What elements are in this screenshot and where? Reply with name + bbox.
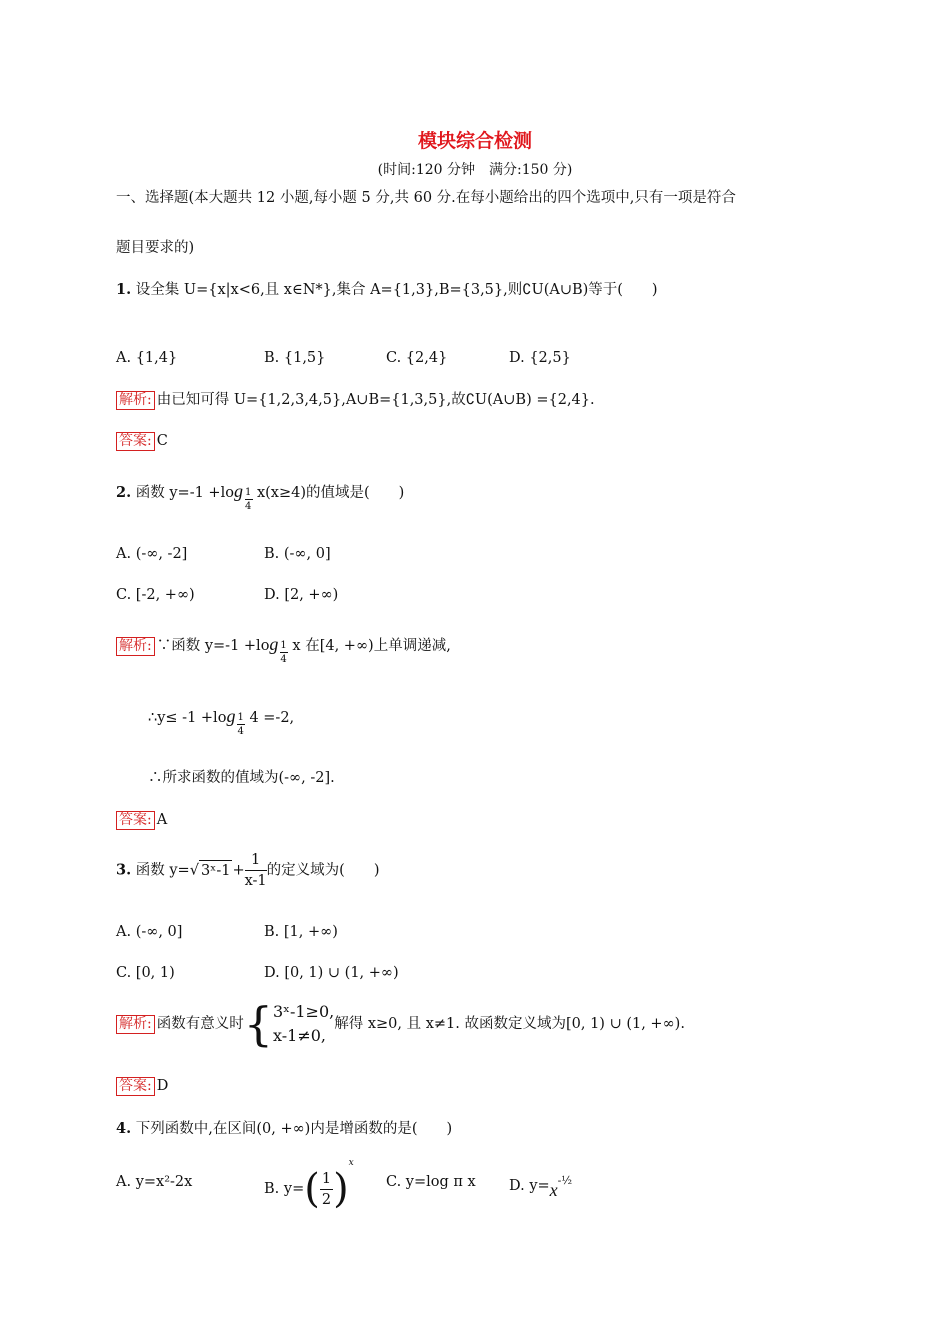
answer-label: 答案: — [116, 811, 155, 830]
q4-stem — [116, 1120, 452, 1138]
q3-analysis-b: 解得 x≥0, 且 x≠1. 故函数定义域为[0, 1) ∪ (1, +∞). — [334, 1016, 685, 1032]
q2-step1-b: 4 =-2, — [249, 710, 295, 726]
q1-option-b: B. {1,5} — [264, 350, 326, 366]
q2-analysis-b: x 在[4, +∞)上单调递减, — [292, 638, 451, 654]
q3-option-c: C. [0, 1) — [116, 965, 175, 981]
q3-radicand: 3ˣ-1 — [199, 860, 233, 881]
q1-stem-text: 设全集 U={x|x<6,且 x∈N*},集合 A={1,3},B={3,5},则∁U(A∪B)等于( ) — [135, 282, 658, 298]
q1-number: 1. — [116, 281, 132, 298]
log-base-quarter — [278, 636, 292, 665]
half-den: 2 — [321, 1191, 332, 1208]
log-base-quarter — [243, 483, 257, 512]
log-base-den: 4 — [280, 654, 287, 665]
q4-option-b — [264, 1158, 354, 1210]
half-fraction — [320, 1169, 333, 1210]
log-base-num: 1 — [280, 640, 287, 651]
answer-label: 答案: — [116, 432, 155, 451]
q1-option-c: C. {2,4} — [386, 350, 448, 366]
q1-answer — [116, 432, 168, 451]
log-base-num: 1 — [244, 487, 252, 498]
q2-stem-a: 函数 y=-1 +lo — [135, 485, 234, 501]
q2-number: 2. — [116, 484, 132, 501]
section-heading-line2: 题目要求的) — [116, 240, 195, 256]
log-base-num: 1 — [237, 712, 244, 723]
q4-option-d-prefix: D. y= — [509, 1178, 550, 1194]
left-paren: ( — [304, 1166, 320, 1212]
q2-option-b: B. (-∞, 0] — [264, 546, 331, 562]
q3-answer — [116, 1077, 168, 1096]
q1-option-a: A. {1,4} — [116, 350, 178, 366]
q3-analysis — [116, 997, 685, 1051]
log-base-quarter — [235, 708, 249, 737]
q2-step1 — [148, 706, 295, 737]
q3-stem-a: 函数 y= — [135, 862, 190, 879]
q4-number: 4. — [116, 1120, 132, 1137]
q3-plus: + — [232, 862, 245, 879]
q3-system-line2: x-1≠0, — [273, 1026, 326, 1045]
q3-fraction — [245, 850, 267, 891]
log-base-den: 4 — [244, 501, 252, 512]
q2-analysis — [116, 634, 451, 665]
analysis-label: 解析: — [116, 637, 155, 656]
system-brace: { — [243, 997, 273, 1051]
q1-stem — [116, 281, 658, 299]
q2-stem — [116, 481, 405, 512]
log-base-den: 4 — [237, 726, 244, 737]
log-g: g — [226, 706, 236, 726]
section-heading-line1: 一、选择题(本大题共 12 小题,每小题 5 分,共 60 分.在每小题给出的四个选项中,只有一项是符合 — [116, 190, 736, 206]
half-num: 1 — [320, 1169, 333, 1190]
right-paren: ) — [333, 1166, 349, 1212]
q1-answer-value: C — [156, 433, 168, 449]
q4-option-a: A. y=x²-2x — [116, 1174, 193, 1190]
q4-option-d-base: x — [549, 1180, 558, 1200]
q2-step1-a: ∴y≤ -1 +lo — [148, 710, 227, 726]
q3-frac-den: x-1 — [244, 873, 267, 889]
answer-label: 答案: — [116, 1077, 155, 1096]
q3-number: 3. — [116, 861, 132, 879]
exam-info: (时间:120 分钟 满分:150 分) — [377, 162, 573, 178]
q3-analysis-a: 函数有意义时 — [156, 1016, 244, 1032]
q3-stem-b: 的定义域为( ) — [266, 862, 380, 879]
log-g: g — [269, 634, 279, 654]
q3-answer-value: D — [156, 1078, 169, 1094]
q2-stem-b: x(x≥4)的值域是( ) — [256, 485, 405, 501]
q2-option-a: A. (-∞, -2] — [116, 546, 188, 562]
analysis-label: 解析: — [116, 1015, 155, 1034]
q4-option-d — [509, 1174, 573, 1200]
q3-stem — [116, 850, 380, 891]
q2-option-c: C. [-2, +∞) — [116, 587, 195, 603]
q1-analysis — [116, 391, 595, 410]
q3-frac-num: 1 — [245, 850, 267, 871]
analysis-label: 解析: — [116, 391, 155, 410]
q1-analysis-text: 由已知可得 U={1,2,3,4,5},A∪B={1,3,5},故∁U(A∪B) ={2,4}. — [156, 392, 595, 408]
q4-option-b-exponent: x — [348, 1158, 354, 1168]
q2-answer-value: A — [156, 812, 168, 828]
q2-answer — [116, 811, 167, 830]
q3-option-b: B. [1, +∞) — [264, 924, 338, 940]
q4-option-c: C. y=log π x — [386, 1174, 476, 1190]
q2-option-d: D. [2, +∞) — [264, 587, 339, 603]
q4-stem-text: 下列函数中,在区间(0, +∞)内是增函数的是( ) — [135, 1121, 453, 1137]
q3-system — [273, 1000, 334, 1048]
q3-option-a: A. (-∞, 0] — [116, 924, 183, 940]
q4-option-b-prefix: B. y= — [264, 1181, 305, 1197]
q3-system-line1: 3ˣ-1≥0, — [273, 1002, 335, 1021]
q2-step2: ∴所求函数的值域为(-∞, -2]. — [148, 770, 335, 786]
q3-option-d: D. [0, 1) ∪ (1, +∞) — [264, 965, 399, 981]
sqrt-sign: √ — [189, 862, 199, 879]
q1-option-d: D. {2,5} — [509, 350, 571, 366]
q4-option-d-exponent: -½ — [557, 1174, 573, 1188]
page-title: 模块综合检测 — [417, 130, 532, 152]
log-g: g — [233, 481, 243, 501]
q2-analysis-a: ∵函数 y=-1 +lo — [156, 638, 270, 654]
